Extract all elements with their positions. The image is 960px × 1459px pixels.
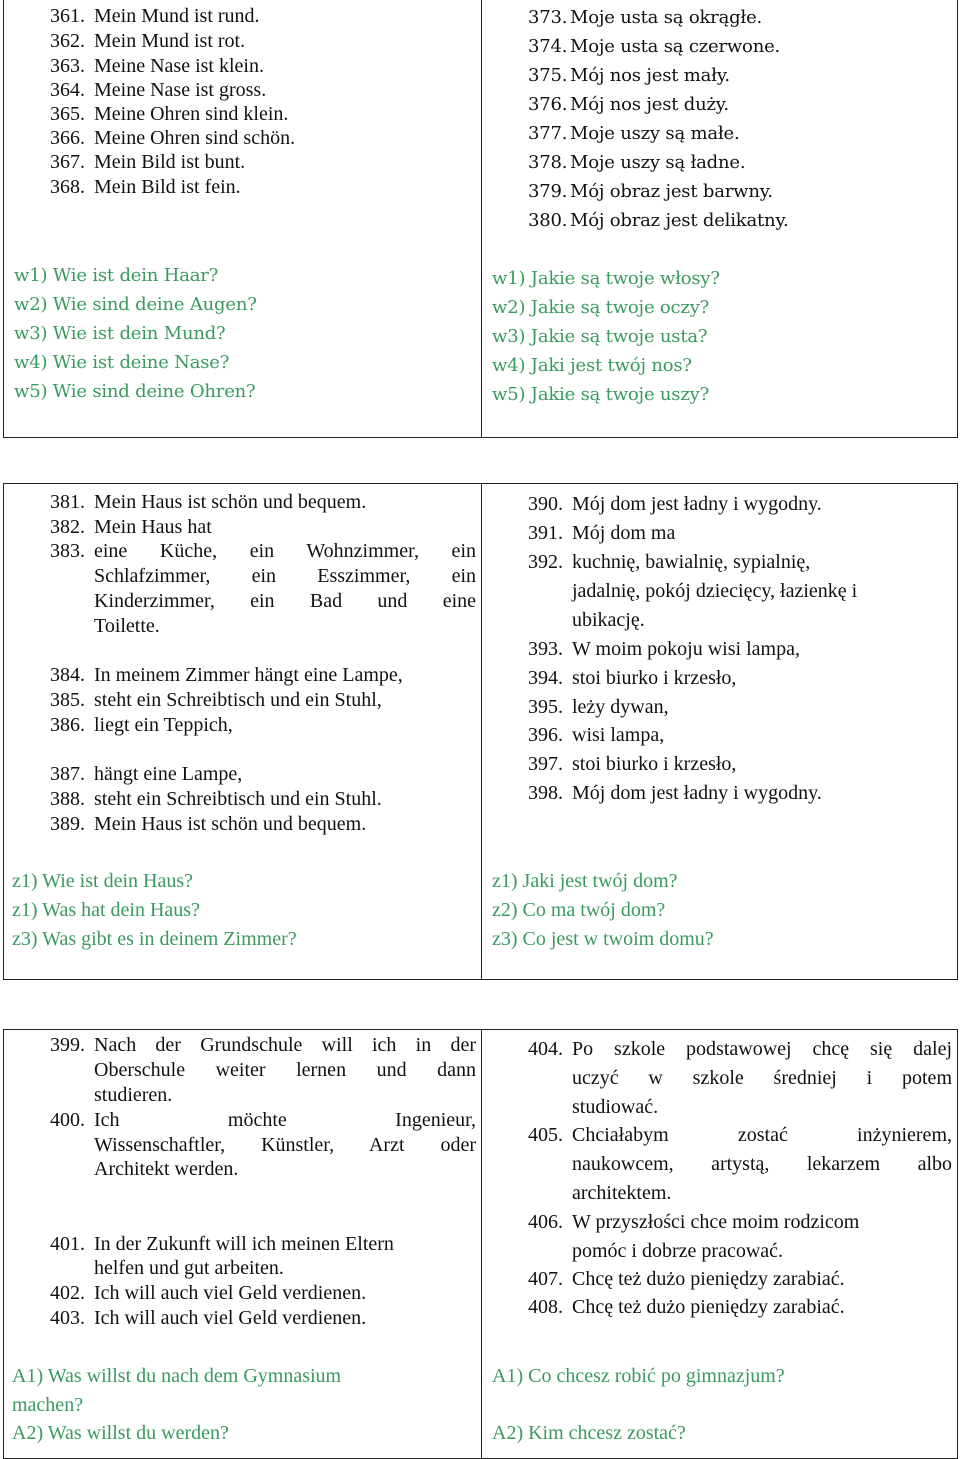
item-number: 364.	[50, 79, 85, 101]
sentence-pl: Mój dom jest ładny i wygodny.	[572, 782, 822, 804]
item-number: 378.	[528, 152, 568, 173]
sentence-pl: studiować.	[572, 1096, 659, 1118]
question-de: z1) Was hat dein Haus?	[12, 899, 200, 921]
sentence-de: hängt eine Lampe,	[94, 763, 243, 785]
question-pl: w2) Jakie są twoje oczy?	[492, 297, 710, 318]
item-number: 407.	[528, 1268, 563, 1290]
item-number: 384.	[50, 664, 85, 686]
item-number: 404.	[528, 1038, 563, 1060]
sentence-de: Mein Haus ist schön und bequem.	[94, 813, 367, 835]
sentence-pl: Chcę też dużo pieniędzy zarabiać.	[572, 1268, 845, 1290]
sentence-de: steht ein Schreibtisch und ein Stuhl,	[94, 689, 382, 711]
sentence-de: Meine Ohren sind klein.	[94, 103, 289, 125]
question-de: w1) Wie ist dein Haar?	[14, 265, 219, 286]
item-number: 373.	[528, 7, 568, 28]
sentence-de: In meinem Zimmer hängt eine Lampe,	[94, 664, 403, 686]
table-3-polish-column	[482, 1030, 958, 1458]
question-pl: w3) Jakie są twoje usta?	[492, 326, 708, 347]
question-pl: z2) Co ma twój dom?	[492, 899, 666, 921]
item-number: 396.	[528, 724, 563, 746]
sentence-de: liegt ein Teppich,	[94, 714, 233, 736]
item-number: 392.	[528, 551, 563, 573]
table-3	[3, 1029, 958, 1459]
sentence-de: helfen und gut arbeiten.	[94, 1257, 284, 1279]
question-de: w3) Wie ist dein Mund?	[14, 323, 226, 344]
item-number: 390.	[528, 493, 563, 515]
question-de: w5) Wie sind deine Ohren?	[14, 381, 256, 402]
sentence-pl: W moim pokoju wisi lampa,	[572, 638, 800, 660]
item-number: 386.	[50, 714, 85, 736]
item-number: 385.	[50, 689, 85, 711]
item-number: 388.	[50, 788, 85, 810]
sentence-pl: Mój nos jest mały.	[570, 65, 730, 86]
sentence-pl: Chciałabym zostać inżynierem,	[572, 1124, 952, 1146]
item-number: 367.	[50, 151, 85, 173]
question-de: z3) Was gibt es in deinem Zimmer?	[12, 928, 297, 950]
sentence-pl: jadalnię, pokój dziecięcy, łazienkę i	[572, 580, 858, 602]
question-de: A2) Was willst du werden?	[12, 1422, 229, 1444]
item-number: 379.	[528, 181, 568, 202]
item-number: 400.	[50, 1109, 85, 1131]
sentence-pl: Po szkole podstawowej chcę się dalej	[572, 1038, 952, 1060]
question-de: w4) Wie ist deine Nase?	[14, 352, 230, 373]
sentence-de: Meine Nase ist klein.	[94, 55, 264, 77]
item-number: 381.	[50, 491, 85, 513]
sentence-pl: Mój obraz jest barwny.	[570, 181, 773, 202]
table-2	[3, 483, 958, 980]
sentence-pl: Mój nos jest duży.	[570, 94, 729, 115]
sentence-de: steht ein Schreibtisch und ein Stuhl.	[94, 788, 382, 810]
sentence-pl: Moje usta są czerwone.	[570, 36, 781, 57]
item-number: 361.	[50, 5, 85, 27]
question-pl: A2) Kim chcesz zostać?	[492, 1422, 686, 1444]
sentence-de: studieren.	[94, 1084, 173, 1106]
sentence-de: Mein Mund ist rot.	[94, 30, 246, 52]
item-number: 408.	[528, 1296, 563, 1318]
table-1-polish-column	[482, 0, 958, 437]
item-number: 368.	[50, 176, 85, 198]
sentence-de: Ich will auch viel Geld verdienen.	[94, 1282, 367, 1304]
item-number: 363.	[50, 55, 85, 77]
item-number: 402.	[50, 1282, 85, 1304]
question-pl: z3) Co jest w twoim domu?	[492, 928, 714, 950]
item-number: 394.	[528, 667, 563, 689]
item-number: 389.	[50, 813, 85, 835]
item-number: 397.	[528, 753, 563, 775]
sentence-pl: W przyszłości chce moim rodzicom	[572, 1211, 860, 1233]
sentence-de: Meine Nase ist gross.	[94, 79, 267, 101]
sentence-de: Wissenschaftler, Künstler, Arzt oder	[94, 1134, 476, 1156]
question-de: z1) Wie ist dein Haus?	[12, 870, 193, 892]
item-number: 377.	[528, 123, 568, 144]
sentence-pl: wisi lampa,	[572, 724, 665, 746]
item-number: 399.	[50, 1034, 85, 1056]
sentence-pl: naukowcem, artystą, lekarzem albo	[572, 1153, 952, 1175]
item-number: 387.	[50, 763, 85, 785]
item-number: 405.	[528, 1124, 563, 1146]
sentence-pl: Moje uszy są małe.	[570, 123, 740, 144]
item-number: 393.	[528, 638, 563, 660]
item-number: 403.	[50, 1307, 85, 1329]
sentence-de: Schlafzimmer, ein Esszimmer, ein	[94, 565, 476, 587]
sentence-de: Meine Ohren sind schön.	[94, 127, 296, 149]
question-pl: z1) Jaki jest twój dom?	[492, 870, 678, 892]
question-pl: w1) Jakie są twoje włosy?	[492, 268, 720, 289]
sentence-pl: stoi biurko i krzesło,	[572, 667, 737, 689]
sentence-de: Ich möchte Ingenieur,	[94, 1109, 476, 1131]
question-de: w2) Wie sind deine Augen?	[14, 294, 257, 315]
sentence-de: Mein Haus ist schön und bequem.	[94, 491, 367, 513]
question-pl: w5) Jakie są twoje uszy?	[492, 384, 710, 405]
item-number: 398.	[528, 782, 563, 804]
sentence-pl: Mój dom ma	[572, 522, 676, 544]
sentence-pl: stoi biurko i krzesło,	[572, 753, 737, 775]
sentence-de: Nach der Grundschule will ich in der	[94, 1034, 476, 1056]
sentence-de: eine Küche, ein Wohnzimmer, ein	[94, 540, 476, 562]
sentence-pl: uczyć w szkole średniej i potem	[572, 1067, 952, 1089]
sentence-de: Mein Bild ist fein.	[94, 176, 241, 198]
item-number: 380.	[528, 210, 568, 231]
sentence-de: Oberschule weiter lernen und dann	[94, 1059, 476, 1081]
item-number: 383.	[50, 540, 85, 562]
item-number: 374.	[528, 36, 568, 57]
sentence-pl: Moje uszy są ładne.	[570, 152, 746, 173]
sentence-de: In der Zukunft will ich meinen Eltern	[94, 1233, 394, 1255]
sentence-de: Mein Mund ist rund.	[94, 5, 260, 27]
sentence-pl: kuchnię, bawialnię, sypialnię,	[572, 551, 811, 573]
item-number: 382.	[50, 516, 85, 538]
sentence-pl: Mój obraz jest delikatny.	[570, 210, 789, 231]
sentence-pl: Mój dom jest ładny i wygodny.	[572, 493, 822, 515]
question-pl: w4) Jaki jest twój nos?	[492, 355, 692, 376]
sentence-pl: pomóc i dobrze pracować.	[572, 1240, 784, 1262]
item-number: 395.	[528, 696, 563, 718]
item-number: 376.	[528, 94, 568, 115]
sentence-pl: architektem.	[572, 1182, 672, 1204]
table-2-polish-column	[482, 484, 958, 979]
table-1-german-column	[4, 0, 480, 437]
table-1	[3, 0, 958, 438]
sentence-de: Toilette.	[94, 615, 160, 637]
sentence-de: Mein Bild ist bunt.	[94, 151, 246, 173]
item-number: 365.	[50, 103, 85, 125]
item-number: 401.	[50, 1233, 85, 1255]
question-de: A1) Was willst du nach dem Gymnasium	[12, 1365, 342, 1387]
sentence-de: Ich will auch viel Geld verdienen.	[94, 1307, 367, 1329]
sentence-de: Architekt werden.	[94, 1158, 239, 1180]
table-3-german-column	[4, 1030, 480, 1458]
sentence-pl: Chcę też dużo pieniędzy zarabiać.	[572, 1296, 845, 1318]
item-number: 406.	[528, 1211, 563, 1233]
question-de: machen?	[12, 1394, 84, 1416]
item-number: 375.	[528, 65, 568, 86]
item-number: 391.	[528, 522, 563, 544]
table-2-german-column	[4, 484, 480, 979]
item-number: 366.	[50, 127, 85, 149]
sentence-pl: leży dywan,	[572, 696, 669, 718]
sentence-pl: ubikację.	[572, 609, 645, 631]
sentence-pl: Moje usta są okrągłe.	[570, 7, 763, 28]
question-pl: A1) Co chcesz robić po gimnazjum?	[492, 1365, 785, 1387]
sentence-de: Mein Haus hat	[94, 516, 212, 538]
sentence-de: Kinderzimmer, ein Bad und eine	[94, 590, 476, 612]
item-number: 362.	[50, 30, 85, 52]
